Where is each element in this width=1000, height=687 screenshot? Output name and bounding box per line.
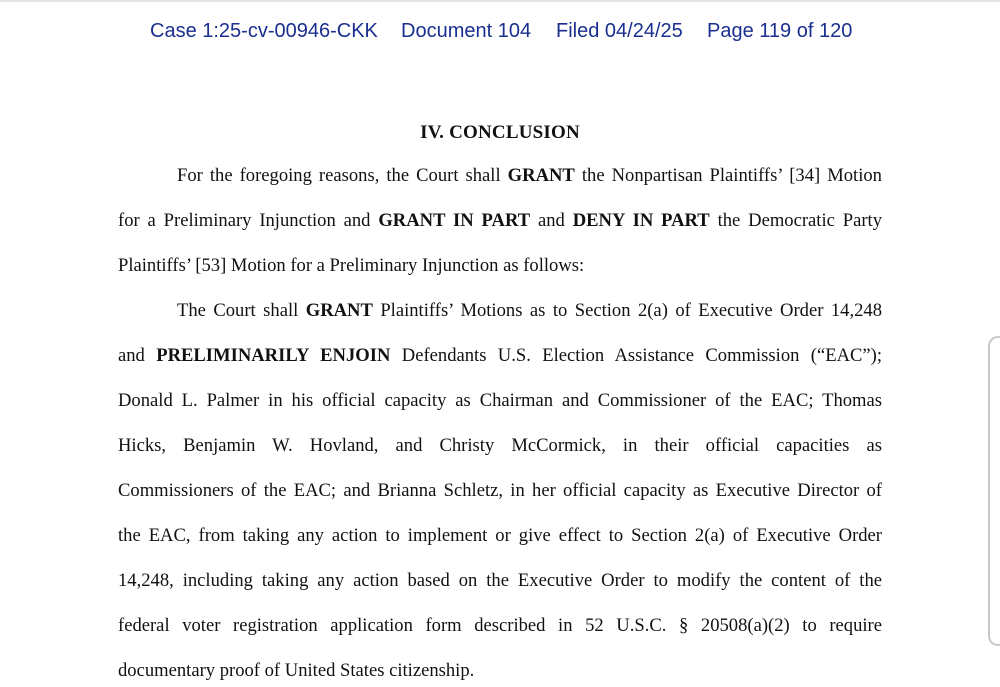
case-header: [150, 20, 870, 50]
paragraph1-line3: Plaintiffs’ [53] Motion for a Preliminary Injunction as follows:: [118, 255, 585, 276]
bold-term-grant: GRANT: [507, 165, 575, 186]
paragraph2-line4: Hicks, Benjamin W. Hovland, and Christy McCormick, in their official capacities as: [118, 435, 882, 456]
top-border: [0, 0, 1000, 2]
header-page-number: Page 119 of 120: [707, 20, 853, 42]
text-run: The Court shall: [177, 300, 306, 321]
text-run: the Democratic Party: [709, 210, 882, 231]
bold-term-grant: GRANT: [305, 300, 373, 321]
text-run: For the foregoing reasons, the Court shall: [177, 165, 508, 186]
text-run: for a Preliminary Injunction and: [118, 210, 379, 231]
paragraph2-line8: federal voter registration application form described in 52 U.S.C. § 20508(a)(2) to require: [118, 615, 882, 636]
text-run: Defendants U.S. Election Assistance Commission (“EAC”);: [390, 345, 883, 366]
paragraph2-line7: 14,248, including taking any action based on the Executive Order to modify the content of the: [118, 570, 882, 591]
paragraph2-line6: the EAC, from taking any action to implement or give effect to Section 2(a) of Executive Order: [118, 525, 882, 546]
text-run: the Nonpartisan Plaintiffs’ [34] Motion: [574, 165, 882, 186]
bold-term-deny-in-part: DENY IN PART: [572, 210, 710, 231]
paragraph2-line9: documentary proof of United States citizenship.: [118, 660, 475, 681]
header-case-number: Case 1:25-cv-00946-CKK: [150, 20, 378, 42]
text-run: and: [530, 210, 573, 231]
scroll-handle[interactable]: [988, 336, 1000, 646]
header-document-number: Document 104: [401, 20, 532, 42]
header-filed-date: Filed 04/24/25: [556, 20, 683, 42]
text-run: and: [118, 345, 157, 366]
paragraph2-line1: [177, 299, 882, 323]
paragraph2-line3: Donald L. Palmer in his official capacity as Chairman and Commissioner of the EAC; Thomas: [118, 390, 882, 411]
bold-term-preliminarily-enjoin: PRELIMINARILY ENJOIN: [156, 345, 391, 366]
paragraph1-line1: [177, 164, 882, 188]
paragraph1-line2: [118, 209, 882, 233]
section-heading: IV. CONCLUSION: [420, 122, 580, 143]
text-run: Plaintiffs’ Motions as to Section 2(a) of Executive Order 14,248: [372, 300, 882, 321]
bold-term-grant-in-part: GRANT IN PART: [378, 210, 531, 231]
paragraph2-line5: Commissioners of the EAC; and Brianna Schletz, in her official capacity as Executive Director of: [118, 480, 882, 501]
paragraph2-line2: [118, 344, 882, 368]
